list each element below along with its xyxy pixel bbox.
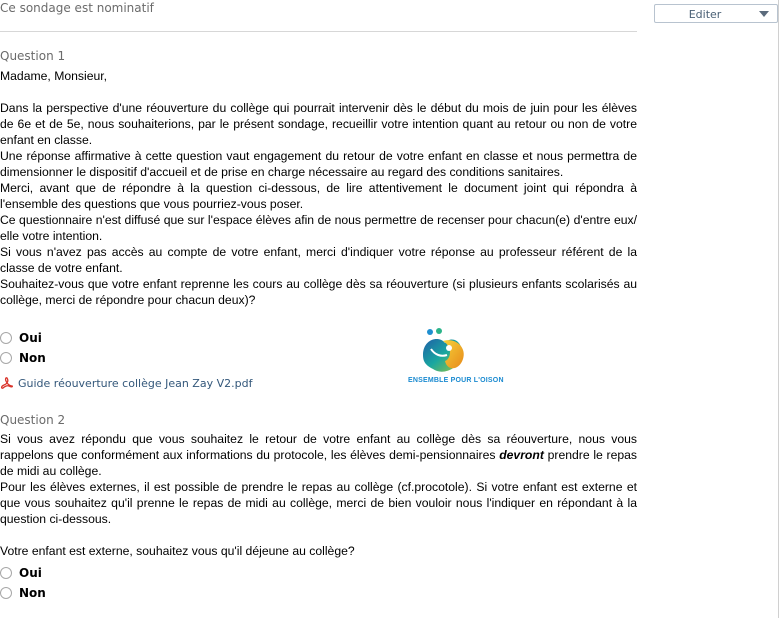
pdf-attachment-link[interactable]	[0, 376, 252, 390]
spacer	[0, 527, 637, 543]
q1-paragraph: Si vous n'avez pas accès au compte de votre enfant, merci d'indiquer votre réponse au professeur référent de la classe de votre enfant.	[0, 245, 637, 275]
radio-button[interactable]	[0, 352, 12, 364]
logo-caption: ENSEMBLE POUR L'OISON	[408, 377, 504, 384]
question-1-text	[0, 68, 637, 308]
q1-paragraph: Une réponse affirmative à cette question vaut engagement du retour de votre enfant en classe et nous permettra de dimensionner le dispositif d'accueil et de prise en charge nécessaire au regard des conditions sanitaires.	[0, 149, 637, 179]
radio-button[interactable]	[0, 567, 12, 579]
option-label: Non	[19, 351, 46, 365]
edit-dropdown-button[interactable]	[654, 4, 778, 23]
option-label: Oui	[19, 331, 42, 345]
pdf-icon	[0, 376, 13, 390]
q2-paragraph	[0, 431, 637, 479]
q1-paragraph: Merci, avant que de répondre à la question ci-dessous, de lire attentivement le document joint qui répondra à l'ensemble des questions que vous pourriez-vous poser.	[0, 181, 637, 211]
q2-option-non[interactable]	[0, 585, 46, 601]
question-2-text	[0, 431, 637, 559]
attachment-name: Guide réouverture collège Jean Zay V2.pdf	[18, 376, 253, 390]
caret-down-icon	[759, 11, 769, 17]
q2-question: Votre enfant est externe, souhaitez vous qu'il déjeune au collège?	[0, 544, 355, 558]
question-2-label: Question 2	[0, 413, 66, 427]
q1-paragraph: Dans la perspective d'une réouverture du collège qui pourrait intervenir dès le début du mois de juin pour les élèves de 6e et de 5e, nous souhaiterions, par le présent sondage, recueillir votre intention quant au retour ou non de votre enfant en classe.	[0, 101, 637, 147]
q2-option-oui[interactable]	[0, 565, 42, 581]
option-label: Oui	[19, 566, 42, 580]
q1-paragraph: Ce questionnaire n'est diffusé que sur l'espace élèves afin de nous permettre de recenser pour chacun(e) d'entre eux/ elle votre intention.	[0, 213, 637, 243]
option-label: Non	[19, 586, 46, 600]
radio-button[interactable]	[0, 332, 12, 344]
q2-emphasis: devront	[499, 448, 544, 462]
panel-border	[778, 0, 779, 618]
edit-label: Editer	[688, 8, 722, 21]
q1-option-oui[interactable]	[0, 330, 42, 346]
radio-button[interactable]	[0, 587, 12, 599]
q1-paragraph	[0, 84, 637, 100]
q2-paragraph: Pour les élèves externes, il est possible de prendre le repas au collège (cf.procotole). Si votre enfant est externe et que vous souhaitez qu'il prenne le repas de midi au collège, merci de bien vouloir nous l'indiquer en répondant à la question ci-dessous.	[0, 480, 637, 526]
q1-paragraph: Souhaitez-vous que votre enfant reprenne les cours au collège dès sa réouverture (si plusieurs enfants scolarisés au collège, merci de répondre pour chacun deux)?	[0, 277, 637, 307]
question-1-label: Question 1	[0, 49, 66, 63]
q1-option-non[interactable]	[0, 350, 46, 366]
q1-paragraph: Madame, Monsieur,	[0, 69, 108, 83]
nominatif-notice: Ce sondage est nominatif	[0, 1, 154, 15]
q2-text-before: Si vous avez répondu que vous souhaitez le retour de votre enfant au collège dès sa réouverture, nous vous rappelons que conformément aux informations du protocole, les élèves demi-pensionnaires	[0, 432, 637, 462]
divider	[0, 31, 637, 32]
q2-text-after: prendre le repas de midi au collège.	[0, 448, 638, 478]
